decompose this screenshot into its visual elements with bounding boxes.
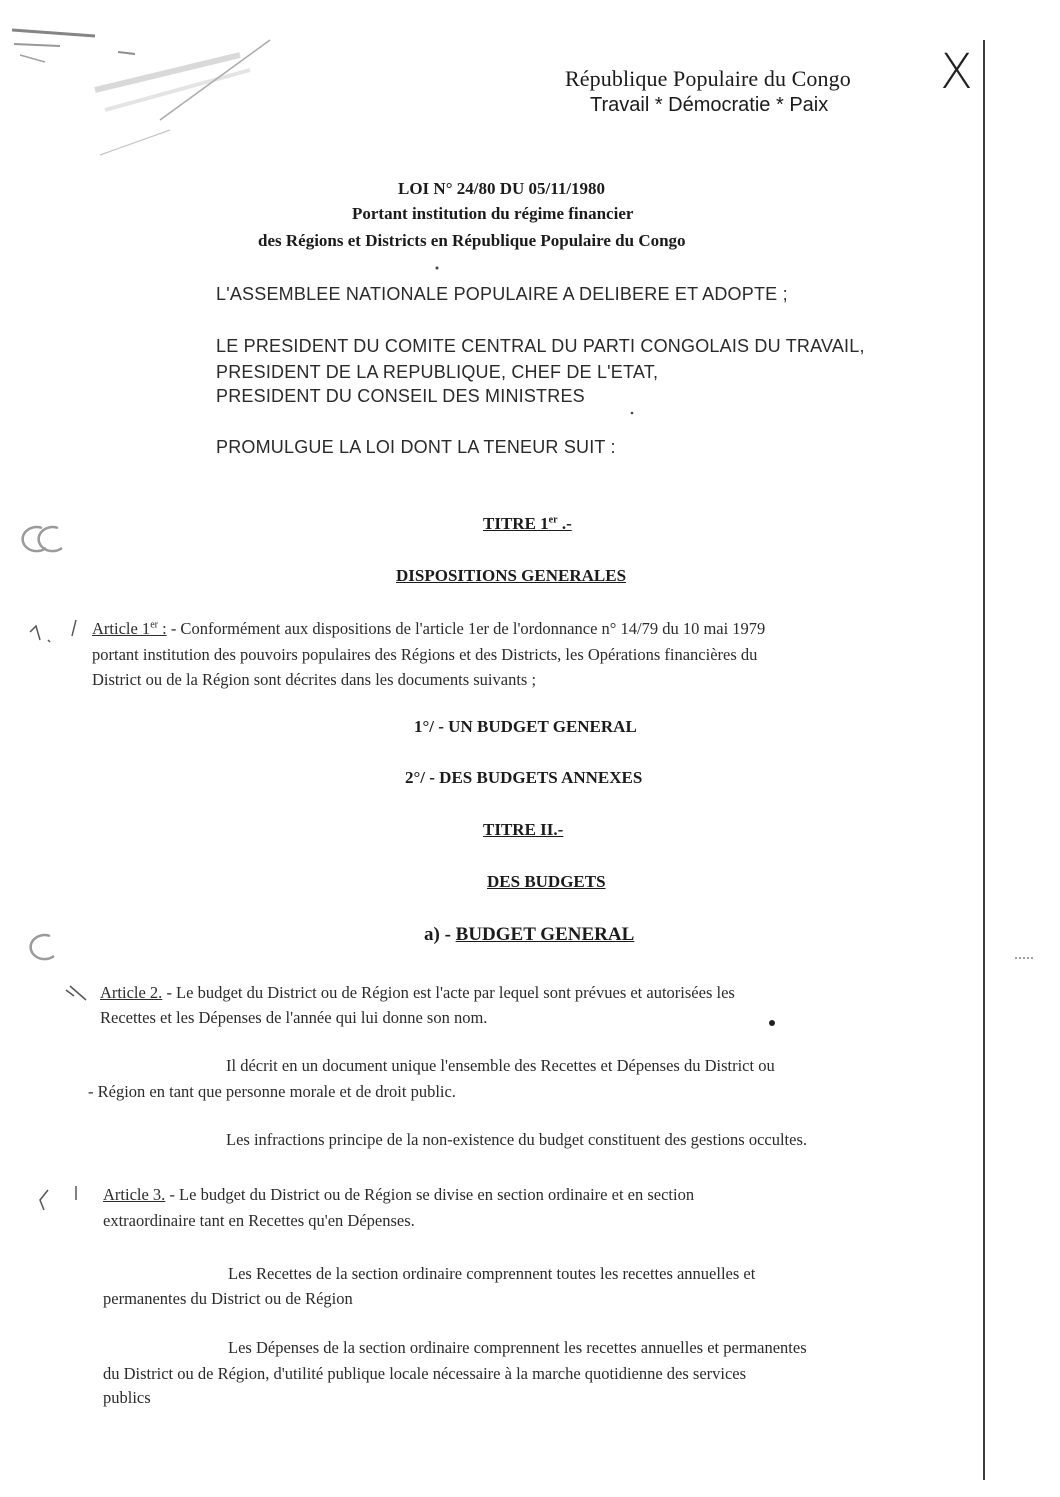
- titre-1-main: TITRE 1: [483, 514, 549, 533]
- corner-x-mark: X: [940, 44, 973, 100]
- titre-1-sup: er: [548, 514, 558, 526]
- article-3-para-3-line-2: du District ou de Région, d'utilité publique locale nécessaire à la marche quotidienne des services: [103, 1364, 747, 1383]
- preamble-president-2: PRESIDENT DE LA REPUBLIQUE, CHEF DE L'ETAT,: [216, 362, 659, 382]
- article-1-label-main: Article 1: [92, 619, 151, 638]
- article-3-para-2-line-2: permanentes du District ou de Région: [103, 1289, 353, 1308]
- budget-general-title: BUDGET GENERAL: [455, 924, 635, 945]
- article-3-line-2: extraordinaire tant en Recettes qu'en Dépenses.: [103, 1211, 415, 1230]
- margin-tick-marks: [30, 620, 86, 1210]
- budget-item-2: 2°/ - DES BUDGETS ANNEXES: [405, 768, 643, 787]
- article-1-label-sup: er: [150, 619, 158, 631]
- republic-motto: Travail * Démocratie * Paix: [590, 94, 829, 116]
- preamble-president-1: LE PRESIDENT DU COMITE CENTRAL DU PARTI CONGOLAIS DU TRAVAIL,: [216, 336, 865, 356]
- preamble-promulgation: PROMULGUE LA LOI DONT LA TENEUR SUIT :: [216, 437, 616, 457]
- article-2-para-2-line-1: Il décrit en un document unique l'ensemble des Recettes et Dépenses du District ou: [226, 1056, 775, 1075]
- article-3-para-3-line-1: Les Dépenses de la section ordinaire comprennent les recettes annuelles et permanentes: [228, 1338, 807, 1357]
- law-subtitle-1: Portant institution du régime financier: [352, 204, 634, 223]
- law-subtitle-2: des Régions et Districts en République Populaire du Congo: [258, 231, 686, 250]
- law-number: LOI N° 24/80 DU 05/11/1980: [398, 179, 606, 198]
- article-2-para-2-line-2: - Région en tant que personne morale et de droit public.: [88, 1082, 456, 1101]
- preamble-president-3: PRESIDENT DU CONSEIL DES MINISTRES: [216, 386, 585, 406]
- article-3-para-3-line-3: publics: [103, 1388, 151, 1407]
- titre-2-heading: TITRE II.-: [483, 820, 564, 839]
- titre-1-suffix: .-: [557, 514, 572, 533]
- republic-name: République Populaire du Congo: [565, 66, 851, 91]
- article-2-label: Article 2.: [100, 983, 163, 1002]
- titre-2-section: DES BUDGETS: [487, 872, 606, 891]
- article-1-line-1: [92, 619, 765, 639]
- article-2-line-1: [100, 983, 735, 1003]
- article-1-line-2: portant institution des pouvoirs populaires des Régions et des Districts, les Opérations financières du: [92, 645, 758, 664]
- article-3-label: Article 3.: [103, 1185, 166, 1204]
- scan-dot: [631, 412, 634, 415]
- titre-1-heading: [483, 514, 572, 534]
- scan-dot: [436, 267, 439, 270]
- scan-dot: [769, 1020, 775, 1026]
- titre-1-section: DISPOSITIONS GENERALES: [396, 566, 627, 585]
- stamp-smudge: [12, 30, 270, 155]
- article-3-line-1: [103, 1185, 694, 1205]
- preamble-assembly: L'ASSEMBLEE NATIONALE POPULAIRE A DELIBERE ET ADOPTE ;: [216, 284, 788, 304]
- article-2-para-3: Les infractions principe de la non-existence du budget constituent des gestions occultes.: [226, 1130, 808, 1149]
- scan-vertical-line: [983, 40, 985, 1480]
- article-2-text-1: - Le budget du District ou de Région est l'acte par lequel sont prévues et autorisées les: [162, 983, 735, 1002]
- article-1-text-1: - Conformément aux dispositions de l'article 1er de l'ordonnance n° 14/79 du 10 mai 1979: [166, 619, 766, 638]
- article-3-para-2-line-1: Les Recettes de la section ordinaire comprennent toutes les recettes annuelles et: [228, 1264, 756, 1283]
- margin-circle-marks: [23, 527, 62, 959]
- article-3-text-1: - Le budget du District ou de Région se divise en section ordinaire et en section: [165, 1185, 695, 1204]
- article-1-line-3: District ou de la Région sont décrites dans les documents suivants ;: [92, 670, 537, 689]
- article-1-label: [92, 619, 167, 638]
- article-1-label-suffix: :: [157, 619, 167, 638]
- budget-general-heading: [424, 924, 634, 946]
- article-2-line-2: Recettes et les Dépenses de l'année qui lui donne son nom.: [100, 1008, 488, 1027]
- budget-general-prefix: a) -: [424, 924, 456, 945]
- budget-item-1: 1°/ - UN BUDGET GENERAL: [414, 717, 637, 736]
